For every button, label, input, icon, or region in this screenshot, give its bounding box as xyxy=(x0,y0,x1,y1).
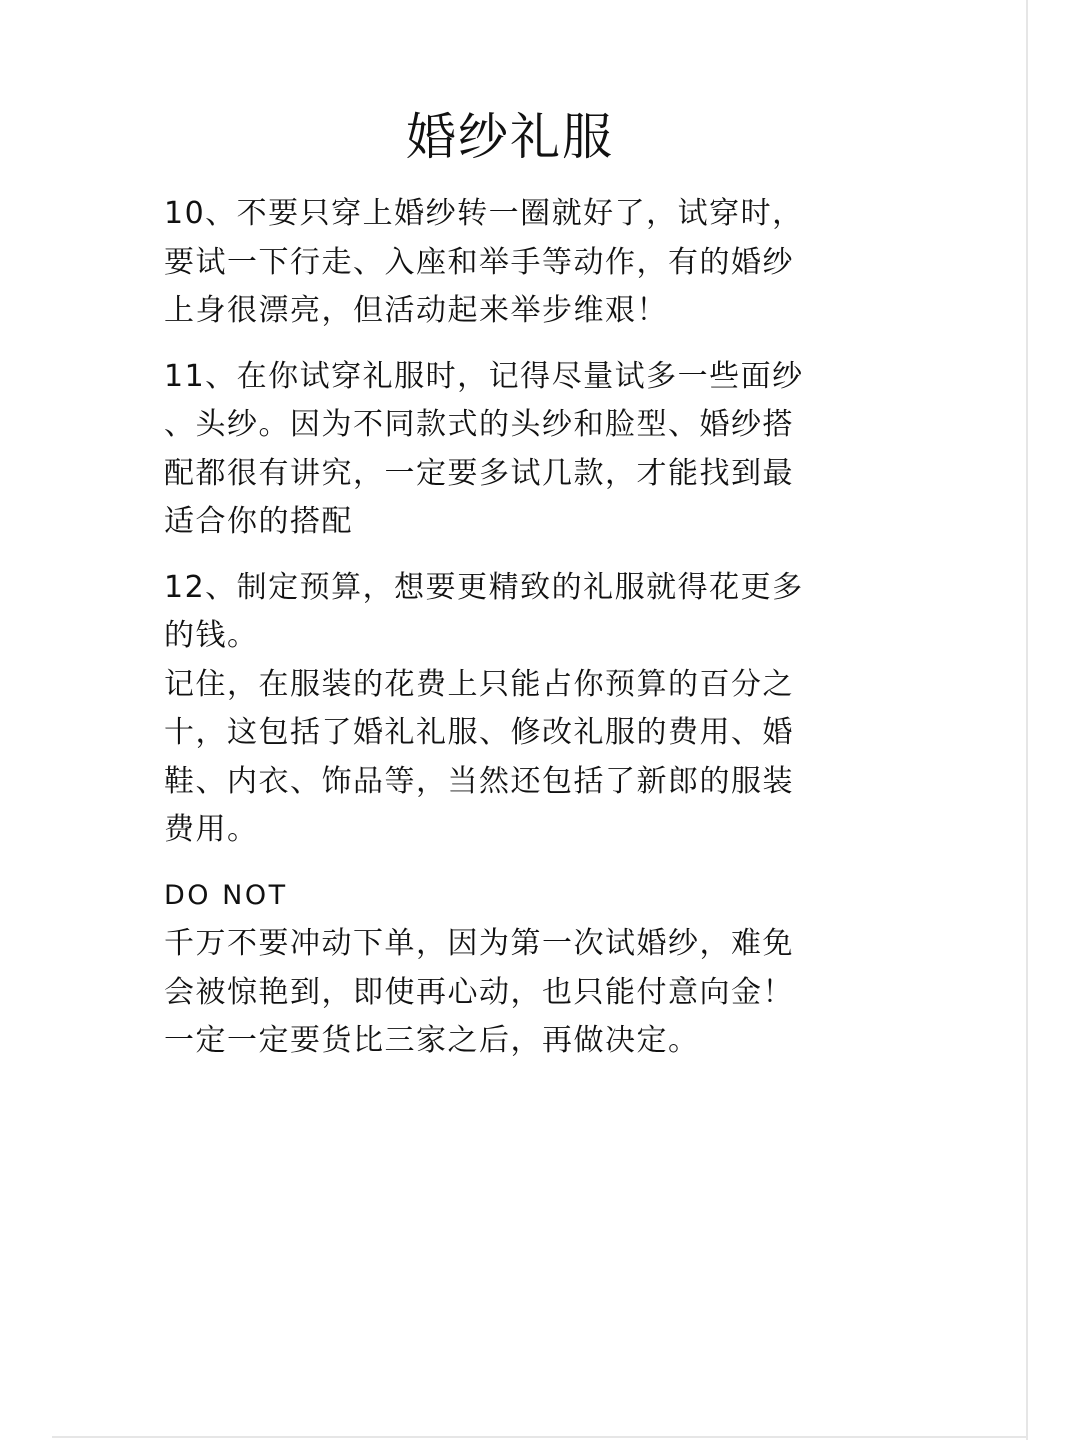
page-bottom-divider xyxy=(52,1436,1028,1438)
tip-paragraph-12 xyxy=(164,564,844,855)
text-line: 12、制定预算，想要更精致的礼服就得花更多 xyxy=(164,569,804,605)
article-body xyxy=(164,190,844,1083)
text-line: 鞋、内衣、饰品等，当然还包括了新郎的服装 xyxy=(164,763,794,799)
text-line: 适合你的搭配 xyxy=(164,504,353,539)
tip-paragraph-10 xyxy=(164,190,844,336)
text-line: 一定一定要货比三家之后，再做决定。 xyxy=(164,1023,700,1058)
text-line: 要试一下行走、入座和举手等动作，有的婚纱 xyxy=(164,244,794,280)
page-edge-divider xyxy=(1026,0,1028,1440)
page-title: 婚纱礼服 xyxy=(406,108,614,166)
tip-paragraph-11 xyxy=(164,353,844,547)
text-line: 记住，在服装的花费上只能占你预算的百分之 xyxy=(164,666,794,702)
text-line: 10、不要只穿上婚纱转一圈就好了，试穿时， xyxy=(164,196,804,231)
text-line: 上身很漂亮，但活动起来举步维艰！ xyxy=(164,293,668,328)
do-not-section xyxy=(164,872,844,1066)
text-line: 千万不要冲动下单，因为第一次试婚纱，难免 xyxy=(164,926,794,961)
do-not-heading: DO NOT xyxy=(164,879,288,911)
text-line: 会被惊艳到，即使再心动，也只能付意向金！ xyxy=(164,974,794,1010)
text-line: 的钱。 xyxy=(164,618,259,653)
text-line: 十，这包括了婚礼礼服、修改礼服的费用、婚 xyxy=(164,715,794,750)
text-line: 费用。 xyxy=(164,812,259,847)
text-line: 、头纱。因为不同款式的头纱和脸型、婚纱搭 xyxy=(164,407,794,442)
text-line: 配都很有讲究，一定要多试几款，才能找到最 xyxy=(164,455,794,491)
text-line: 11、在你试穿礼服时，记得尽量试多一些面纱 xyxy=(164,358,804,394)
